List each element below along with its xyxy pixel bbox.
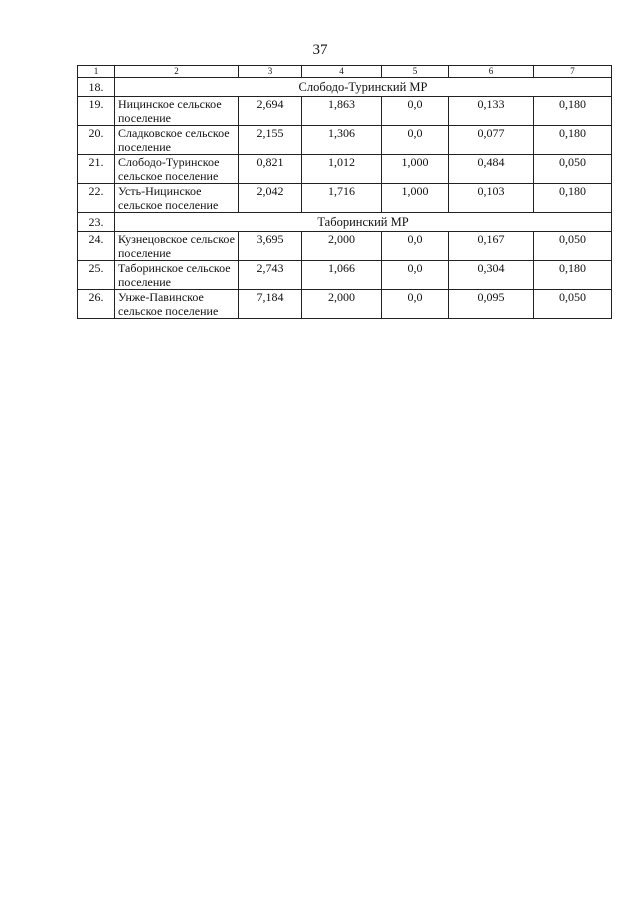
row-number: 25. [78, 261, 115, 290]
value-cell: 1,306 [302, 126, 382, 155]
settlement-name: Слободо-Туринское сельское поселение [115, 155, 239, 184]
value-cell: 0,0 [382, 261, 449, 290]
table-row [78, 184, 612, 213]
value-cell: 0,304 [449, 261, 534, 290]
row-number: 26. [78, 290, 115, 319]
table-row [78, 290, 612, 319]
column-header: 4 [302, 66, 382, 78]
value-cell: 7,184 [239, 290, 302, 319]
table-row [78, 126, 612, 155]
value-cell: 2,000 [302, 290, 382, 319]
value-cell: 1,000 [382, 155, 449, 184]
settlement-name: Усть-Ницинское сельское поселение [115, 184, 239, 213]
value-cell: 2,000 [302, 232, 382, 261]
value-cell: 2,042 [239, 184, 302, 213]
table-row [78, 155, 612, 184]
value-cell: 0,180 [534, 184, 612, 213]
column-header: 3 [239, 66, 302, 78]
value-cell: 0,050 [534, 155, 612, 184]
row-number: 24. [78, 232, 115, 261]
section-row [78, 78, 612, 97]
column-header: 5 [382, 66, 449, 78]
page-number: 37 [312, 42, 328, 58]
section-title: Слободо-Туринский МР [115, 78, 612, 97]
row-number: 20. [78, 126, 115, 155]
section-title: Таборинский МР [115, 213, 612, 232]
value-cell: 0,133 [449, 97, 534, 126]
column-header: 1 [78, 66, 115, 78]
value-cell: 1,000 [382, 184, 449, 213]
value-cell: 2,694 [239, 97, 302, 126]
value-cell: 0,180 [534, 97, 612, 126]
value-cell: 0,0 [382, 97, 449, 126]
table-row [78, 261, 612, 290]
settlement-name: Таборинское сельское поселение [115, 261, 239, 290]
row-number: 22. [78, 184, 115, 213]
value-cell: 2,155 [239, 126, 302, 155]
section-row [78, 213, 612, 232]
value-cell: 1,716 [302, 184, 382, 213]
value-cell: 0,821 [239, 155, 302, 184]
row-number: 23. [78, 213, 115, 232]
value-cell: 0,0 [382, 126, 449, 155]
value-cell: 0,180 [534, 126, 612, 155]
value-cell: 2,743 [239, 261, 302, 290]
settlement-name: Кузнецовское сельское поселение [115, 232, 239, 261]
value-cell: 0,095 [449, 290, 534, 319]
value-cell: 1,863 [302, 97, 382, 126]
settlement-name: Сладковское сельское поселение [115, 126, 239, 155]
data-table [77, 65, 612, 319]
value-cell: 0,484 [449, 155, 534, 184]
column-header-row [78, 66, 612, 78]
column-header: 2 [115, 66, 239, 78]
value-cell: 1,012 [302, 155, 382, 184]
table-row [78, 97, 612, 126]
column-header: 6 [449, 66, 534, 78]
value-cell: 0,0 [382, 290, 449, 319]
column-header: 7 [534, 66, 612, 78]
value-cell: 0,0 [382, 232, 449, 261]
value-cell: 0,077 [449, 126, 534, 155]
settlement-name: Унже-Павинское сельское поселение [115, 290, 239, 319]
row-number: 19. [78, 97, 115, 126]
value-cell: 0,103 [449, 184, 534, 213]
value-cell: 1,066 [302, 261, 382, 290]
table-row [78, 232, 612, 261]
row-number: 21. [78, 155, 115, 184]
table-body [78, 66, 612, 319]
value-cell: 0,050 [534, 232, 612, 261]
value-cell: 0,180 [534, 261, 612, 290]
value-cell: 0,167 [449, 232, 534, 261]
row-number: 18. [78, 78, 115, 97]
settlement-name: Ницинское сельское поселение [115, 97, 239, 126]
value-cell: 0,050 [534, 290, 612, 319]
value-cell: 3,695 [239, 232, 302, 261]
